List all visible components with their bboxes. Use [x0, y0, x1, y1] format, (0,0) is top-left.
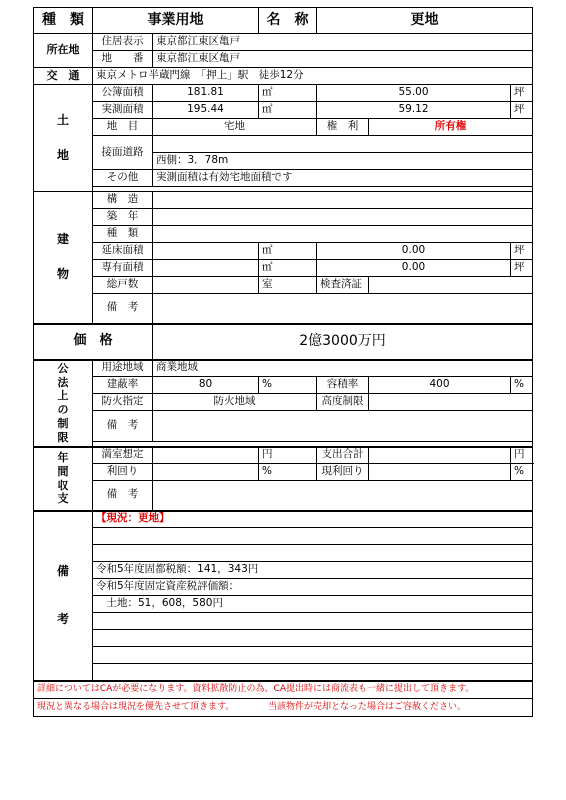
- zoning-value: 商業地域: [153, 360, 533, 377]
- lot-label: 地 番: [93, 51, 153, 68]
- inspection-value: [369, 277, 533, 294]
- footer-line-2: [34, 699, 533, 717]
- income-remarks-label: 備 考: [93, 481, 153, 511]
- land-label-top: 土: [56, 112, 69, 127]
- floor-area-unit: ㎡: [259, 243, 317, 260]
- structure-value: [153, 192, 533, 209]
- lot-value: 東京都江東区亀戸: [153, 51, 533, 68]
- survey-tsubo-unit: 坪: [511, 102, 533, 119]
- structure-label: 構 造: [93, 192, 153, 209]
- notes-label: [34, 511, 93, 681]
- current-yield-unit: %: [511, 464, 533, 481]
- units-value: [153, 277, 259, 294]
- far-unit: %: [511, 377, 533, 394]
- full-unit: 円: [259, 447, 317, 464]
- current-yield-value: [369, 464, 511, 481]
- survey-tsubo-value: 59.12: [317, 102, 511, 119]
- footer-line-1: 詳細についてはCAが必要になります。資料拡散防止の為、CA提出時には商流表も一緒に提出して頂きます。: [34, 681, 533, 699]
- height-value: [369, 394, 533, 411]
- land-label-bottom: 地: [56, 148, 69, 162]
- other-label: その他: [93, 170, 153, 187]
- registry-tsubo-value: 55.00: [317, 85, 511, 102]
- notes-label-bottom: 考: [56, 611, 69, 626]
- coverage-unit: %: [259, 377, 317, 394]
- building-label: [34, 192, 93, 324]
- road-blank: [153, 136, 533, 153]
- private-area-tsubo: 0.00: [317, 260, 511, 277]
- notes-line-7: [93, 613, 533, 630]
- notes-line-8: [93, 630, 533, 647]
- legal-label: [34, 360, 93, 447]
- survey-area-unit: ㎡: [259, 102, 317, 119]
- units-unit: 室: [259, 277, 317, 294]
- inspection-label: 検査済証: [317, 277, 369, 294]
- units-label: 総戸数: [93, 277, 153, 294]
- full-value: [153, 447, 259, 464]
- name-value: 更地: [317, 8, 533, 34]
- residence-label: 住居表示: [93, 34, 153, 51]
- registry-area-label: 公簿面積: [93, 85, 153, 102]
- rights-label: 権 利: [317, 119, 369, 136]
- expense-value: [369, 447, 511, 464]
- category-label: 地 目: [93, 119, 153, 136]
- yield-value: [153, 464, 259, 481]
- notes-line-1: 【現況：更地】: [93, 511, 533, 528]
- price-value: 2億3000万円: [153, 324, 533, 360]
- height-label: 高度制限: [317, 394, 369, 411]
- yield-label: 利回り: [93, 464, 153, 481]
- traffic-label: 交 通: [34, 68, 93, 85]
- rights-value: 所有権: [369, 119, 533, 136]
- road-label: 接面道路: [93, 136, 153, 170]
- notes-line-10: [93, 664, 533, 681]
- road-value: 西側：3．78m: [153, 153, 533, 170]
- registry-tsubo-unit: 坪: [511, 85, 533, 102]
- coverage-label: 建蔽率: [93, 377, 153, 394]
- type-label: 種 類: [34, 8, 93, 34]
- residence-value: 東京都江東区亀戸: [153, 34, 533, 51]
- fire-label: 防火指定: [93, 394, 153, 411]
- notes-label-top: 備: [56, 564, 69, 579]
- type-value: 事業用地: [93, 8, 259, 34]
- legal-remarks-value: [153, 411, 533, 442]
- yield-unit: %: [259, 464, 317, 481]
- notes-line-6: 土地：51，608，580円: [93, 596, 533, 613]
- price-label: 価 格: [34, 324, 153, 360]
- coverage-value: 80: [153, 377, 259, 394]
- income-label: [34, 447, 93, 511]
- land-label: [34, 85, 93, 192]
- property-table: [33, 7, 533, 717]
- survey-area-value: 195.44: [153, 102, 259, 119]
- floor-area-tsubo: 0.00: [317, 243, 511, 260]
- building-label-bottom: 物: [56, 267, 69, 282]
- full-label: 満室想定: [93, 447, 153, 464]
- far-label: 容積率: [317, 377, 369, 394]
- header-row: [34, 8, 533, 34]
- notes-line-2: [93, 528, 533, 545]
- registry-area-unit: ㎡: [259, 85, 317, 102]
- age-value: [153, 209, 533, 226]
- notes-line-5: 令和5年度固定資産税評価額：: [93, 579, 533, 596]
- name-label: 名 称: [259, 8, 317, 34]
- private-area-label: 専有面積: [93, 260, 153, 277]
- expense-label: 支出合計: [317, 447, 369, 464]
- footer-line-2b: 当該物件が売却となった場合はご容赦ください。: [268, 701, 467, 712]
- notes-line-9: [93, 647, 533, 664]
- legal-label-text: 公法上の制限: [57, 361, 69, 444]
- building-remarks-label: 備 考: [93, 294, 153, 324]
- footer-line-2a: 現況と異なる場合は現況を優先させて頂きます。: [37, 701, 235, 712]
- floor-area-label: 延床面積: [93, 243, 153, 260]
- kind-label: 種 類: [93, 226, 153, 243]
- building-remarks-value: [153, 294, 533, 324]
- other-value: 実測面積は有効宅地面積です: [153, 170, 533, 187]
- location-label: 所在地: [34, 34, 93, 68]
- zoning-label: 用途地域: [93, 360, 153, 377]
- property-sheet: [33, 7, 533, 717]
- fire-value: 防火地域: [153, 394, 317, 411]
- expense-unit: 円: [511, 447, 533, 464]
- far-value: 400: [369, 377, 511, 394]
- private-area-value: [153, 260, 259, 277]
- income-remarks-value: [153, 481, 533, 511]
- traffic-value: 東京メトロ半蔵門線 「押上」駅 徒歩12分: [93, 68, 533, 85]
- kind-value: [153, 226, 533, 243]
- survey-area-label: 実測面積: [93, 102, 153, 119]
- notes-line-4: 令和5年度固都税額：141，343円: [93, 562, 533, 579]
- legal-remarks-label: 備 考: [93, 411, 153, 442]
- income-label-text: 年間収支: [57, 451, 69, 506]
- floor-area-value: [153, 243, 259, 260]
- floor-area-tsubo-unit: 坪: [511, 243, 533, 260]
- registry-area-value: 181.81: [153, 85, 259, 102]
- notes-line-3: [93, 545, 533, 562]
- current-yield-label: 現利回り: [317, 464, 369, 481]
- age-label: 築 年: [93, 209, 153, 226]
- private-area-unit: ㎡: [259, 260, 317, 277]
- private-area-tsubo-unit: 坪: [511, 260, 533, 277]
- category-value: 宅地: [153, 119, 317, 136]
- building-label-top: 建: [56, 232, 69, 247]
